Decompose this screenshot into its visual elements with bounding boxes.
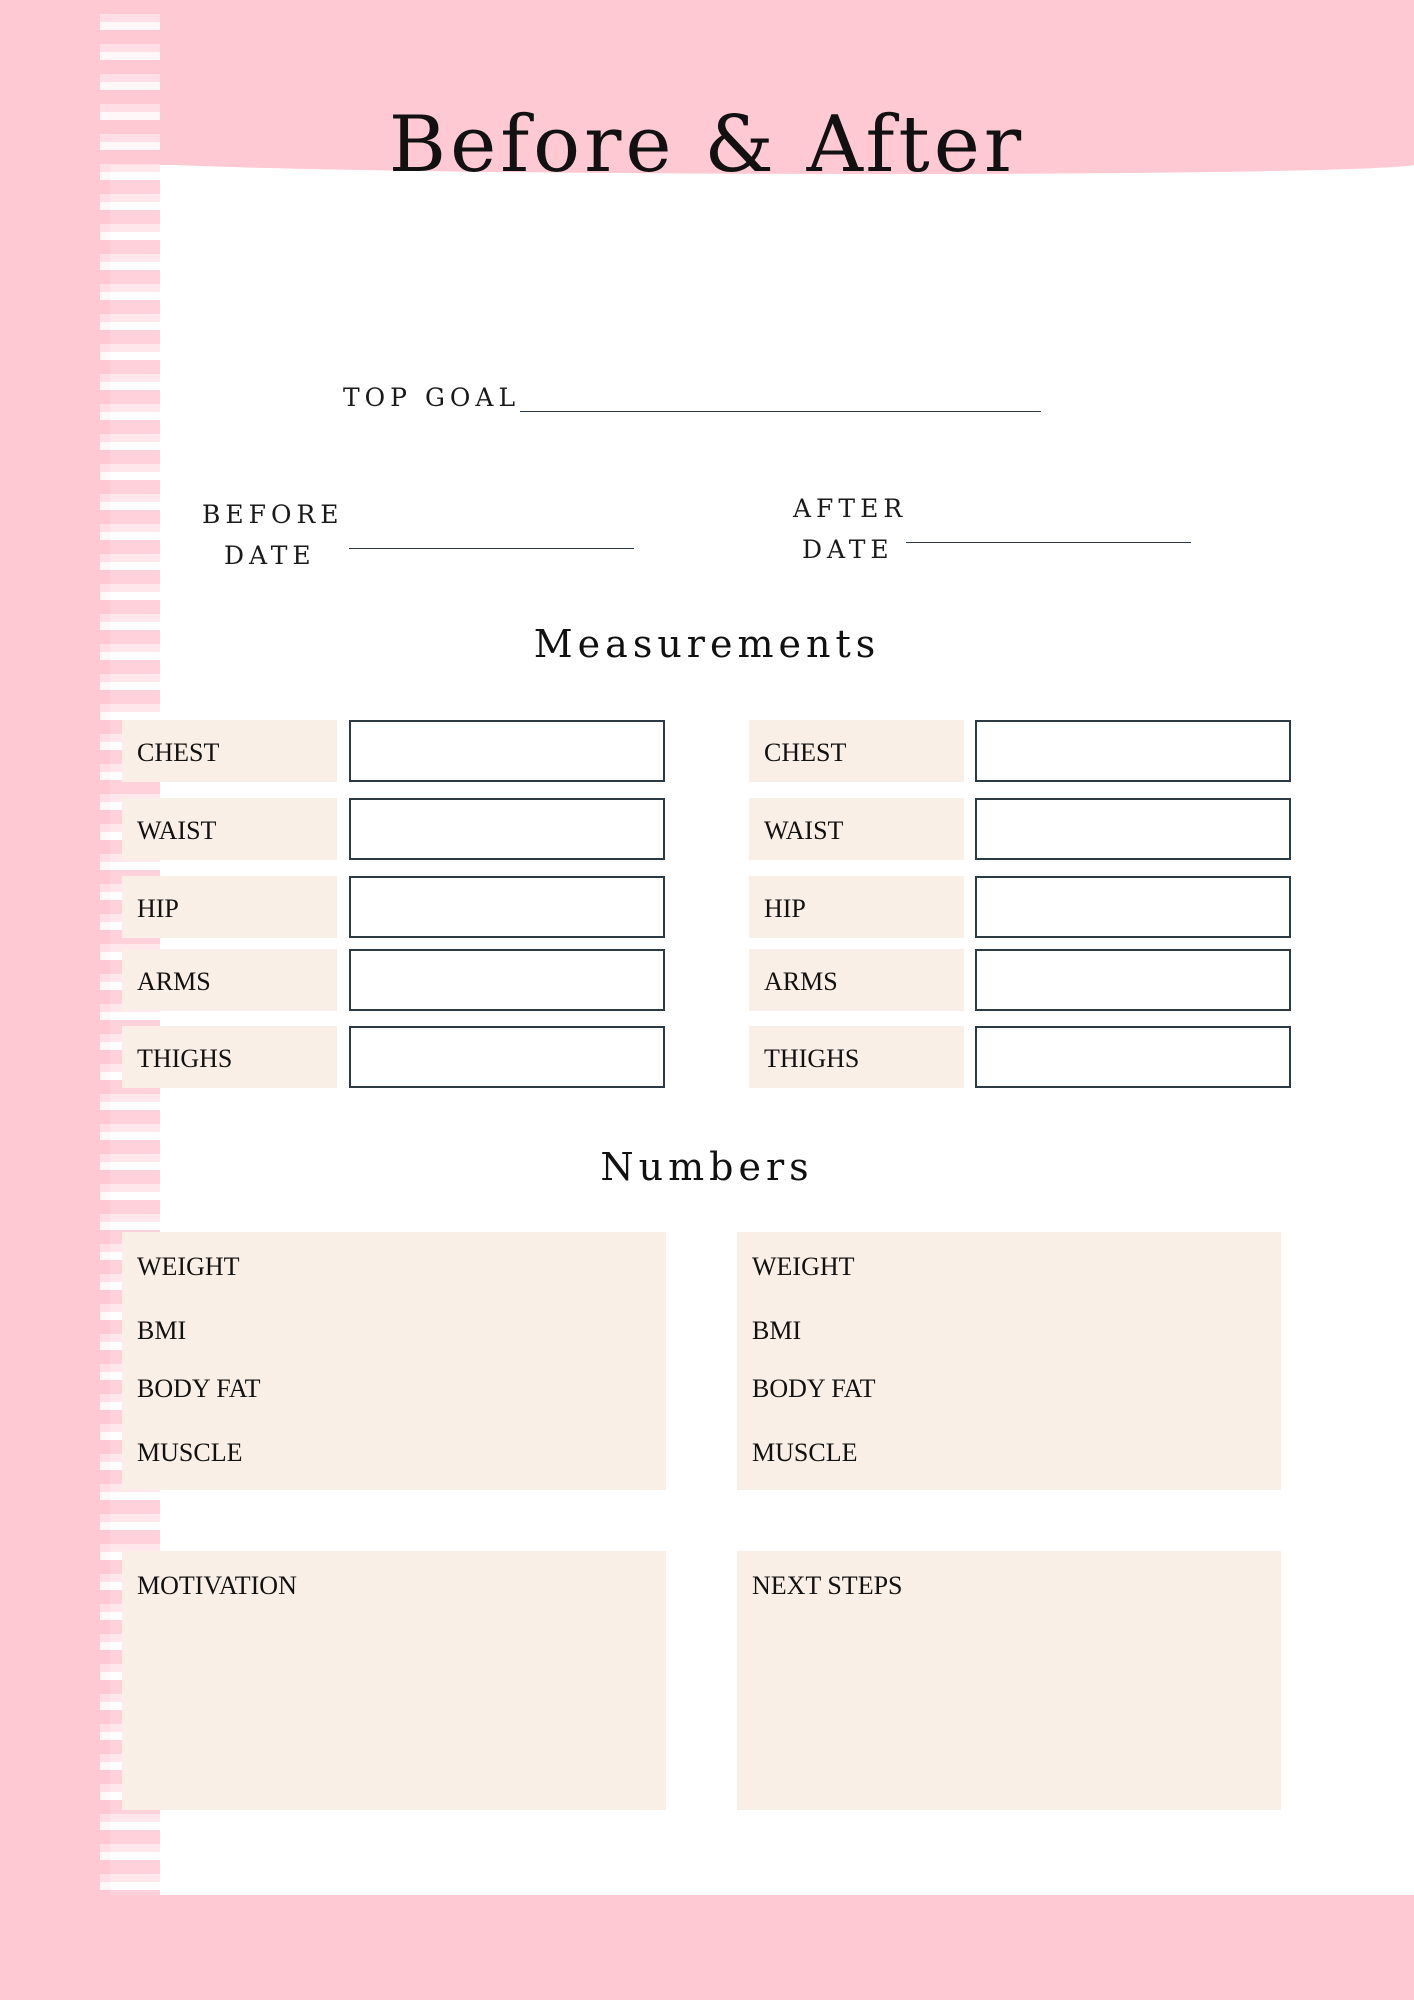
after-chest-label: CHEST — [749, 720, 964, 782]
before-body-fat-label: BODY FAT — [137, 1374, 261, 1403]
before-date-label-line1: BEFORE — [202, 500, 344, 529]
motivation-panel[interactable] — [122, 1551, 666, 1810]
brush-stroke-left — [0, 0, 110, 2000]
after-waist-field[interactable] — [975, 798, 1291, 860]
before-thighs-label: THIGHS — [122, 1026, 337, 1088]
measurements-heading: Measurements — [533, 622, 881, 666]
after-arms-label: ARMS — [749, 949, 964, 1011]
after-thighs-label: THIGHS — [749, 1026, 964, 1088]
next-steps-panel[interactable] — [737, 1551, 1281, 1810]
after-weight-label: WEIGHT — [752, 1252, 855, 1281]
before-hip-label: HIP — [122, 876, 337, 938]
after-hip-label: HIP — [749, 876, 964, 938]
after-date-label-line2: DATE — [802, 535, 894, 564]
after-hip-field[interactable] — [975, 876, 1291, 938]
numbers-heading: Numbers — [600, 1145, 814, 1189]
before-date-label-line2: DATE — [224, 541, 316, 570]
before-chest-label: CHEST — [122, 720, 337, 782]
after-date-label-line1: AFTER — [793, 494, 908, 523]
before-weight-label: WEIGHT — [137, 1252, 240, 1281]
before-waist-field[interactable] — [349, 798, 665, 860]
before-arms-field[interactable] — [349, 949, 665, 1011]
brush-stroke-bottom — [0, 1895, 1414, 2000]
page-title: Before & After — [388, 100, 1026, 190]
before-thighs-field[interactable] — [349, 1026, 665, 1088]
after-muscle-label: MUSCLE — [752, 1438, 858, 1467]
next-steps-label: NEXT STEPS — [752, 1571, 903, 1600]
after-thighs-field[interactable] — [975, 1026, 1291, 1088]
before-date-line[interactable] — [349, 548, 634, 549]
top-goal-label: TOP GOAL — [343, 383, 521, 412]
after-waist-label: WAIST — [749, 798, 964, 860]
motivation-label: MOTIVATION — [137, 1571, 297, 1600]
top-goal-line[interactable] — [520, 411, 1041, 412]
after-numbers-panel[interactable] — [737, 1232, 1281, 1490]
before-bmi-label: BMI — [137, 1316, 187, 1345]
after-body-fat-label: BODY FAT — [752, 1374, 876, 1403]
after-chest-field[interactable] — [975, 720, 1291, 782]
after-arms-field[interactable] — [975, 949, 1291, 1011]
after-bmi-label: BMI — [752, 1316, 802, 1345]
before-muscle-label: MUSCLE — [137, 1438, 243, 1467]
before-waist-label: WAIST — [122, 798, 337, 860]
after-date-line[interactable] — [906, 542, 1191, 543]
before-numbers-panel[interactable] — [122, 1232, 666, 1490]
before-arms-label: ARMS — [122, 949, 337, 1011]
before-hip-field[interactable] — [349, 876, 665, 938]
before-chest-field[interactable] — [349, 720, 665, 782]
